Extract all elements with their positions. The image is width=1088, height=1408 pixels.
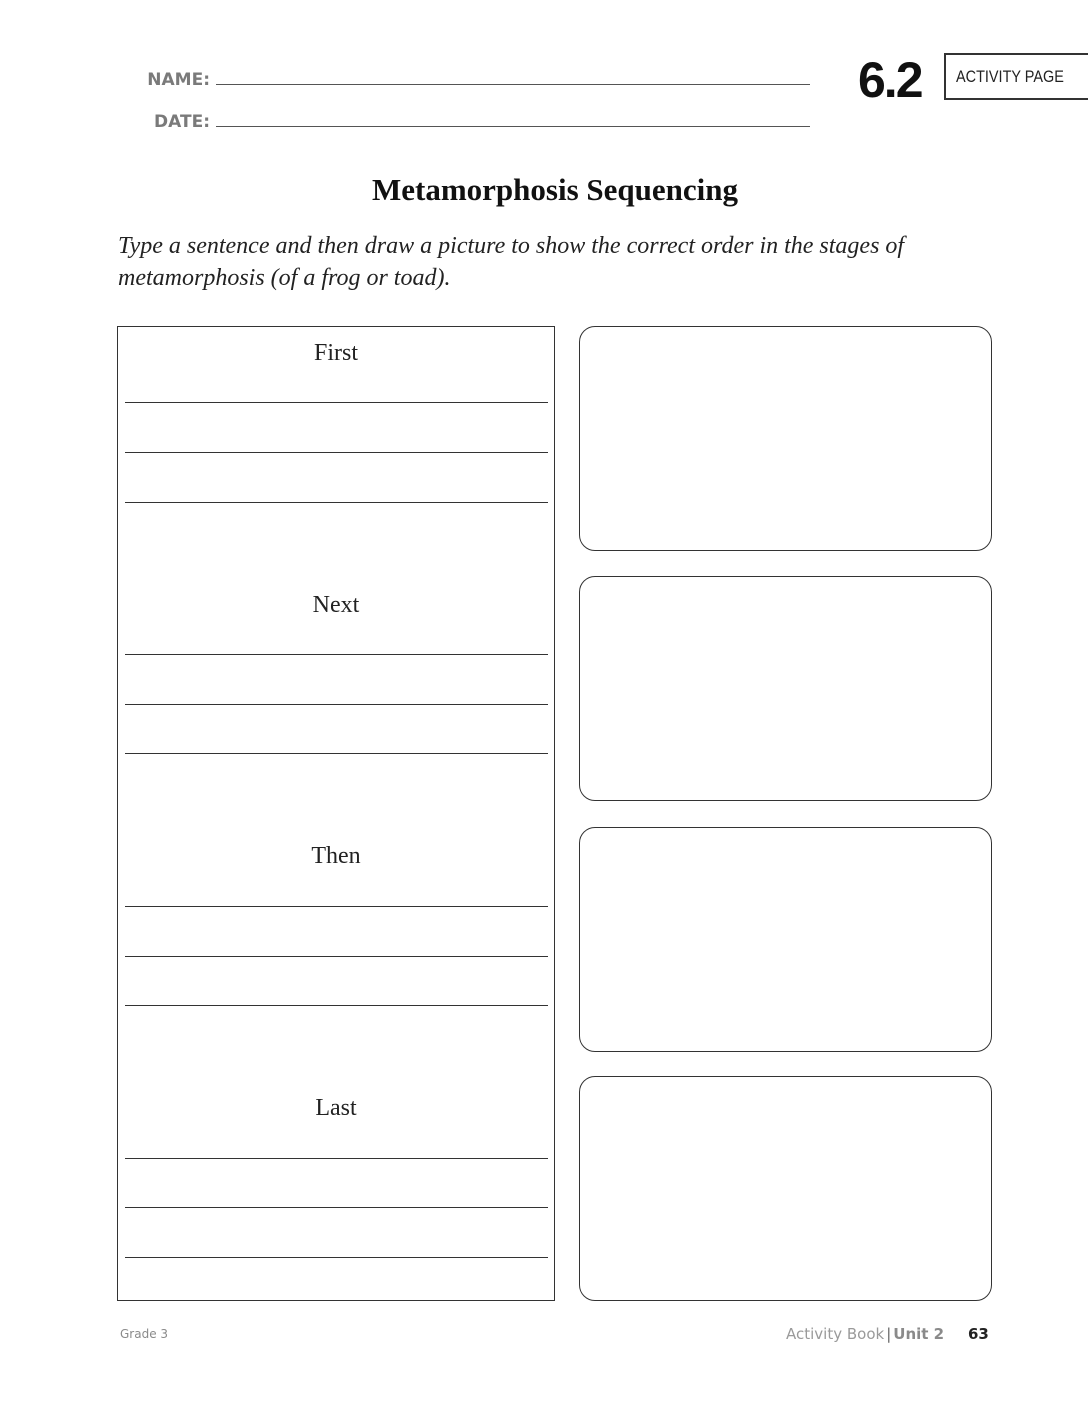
instructions-text: Type a sentence and then draw a picture to show the correct order in the stages of metamorphosis (of a frog or toad). bbox=[118, 233, 905, 291]
footer-book-title: Activity Book bbox=[786, 1325, 885, 1343]
name-field-line[interactable] bbox=[216, 84, 810, 85]
sentence-panel bbox=[117, 326, 555, 1301]
footer-book-info bbox=[786, 1325, 944, 1343]
page-title: Metamorphosis Sequencing bbox=[372, 172, 738, 207]
writing-line[interactable] bbox=[125, 402, 548, 403]
page-number: 63 bbox=[968, 1325, 989, 1343]
writing-line[interactable] bbox=[125, 704, 548, 705]
date-label: DATE: bbox=[154, 112, 210, 132]
stage-label-next: Next bbox=[312, 592, 360, 618]
footer-grade: Grade 3 bbox=[120, 1327, 169, 1341]
writing-line[interactable] bbox=[125, 1005, 548, 1006]
footer-unit: Unit 2 bbox=[893, 1325, 945, 1343]
writing-line[interactable] bbox=[125, 753, 548, 754]
writing-line[interactable] bbox=[125, 654, 548, 655]
writing-line[interactable] bbox=[125, 1257, 548, 1258]
activity-page-label: ACTIVITY PAGE bbox=[956, 67, 1064, 86]
writing-line[interactable] bbox=[125, 452, 548, 453]
activity-number: 6.2 bbox=[858, 52, 922, 108]
stage-label-last: Last bbox=[315, 1095, 357, 1121]
drawing-box-first[interactable] bbox=[579, 326, 992, 551]
drawing-box-next[interactable] bbox=[579, 576, 992, 801]
footer-separator: | bbox=[886, 1325, 892, 1343]
writing-line[interactable] bbox=[125, 906, 548, 907]
writing-line[interactable] bbox=[125, 502, 548, 503]
stage-label-then: Then bbox=[311, 843, 361, 869]
drawing-box-then[interactable] bbox=[579, 827, 992, 1052]
writing-line[interactable] bbox=[125, 1158, 548, 1159]
drawing-box-last[interactable] bbox=[579, 1076, 992, 1301]
activity-page-badge bbox=[944, 53, 1088, 100]
writing-line[interactable] bbox=[125, 1207, 548, 1208]
writing-line[interactable] bbox=[125, 956, 548, 957]
stage-label-first: First bbox=[313, 340, 358, 366]
date-field-line[interactable] bbox=[216, 126, 810, 127]
name-label: NAME: bbox=[147, 70, 210, 90]
